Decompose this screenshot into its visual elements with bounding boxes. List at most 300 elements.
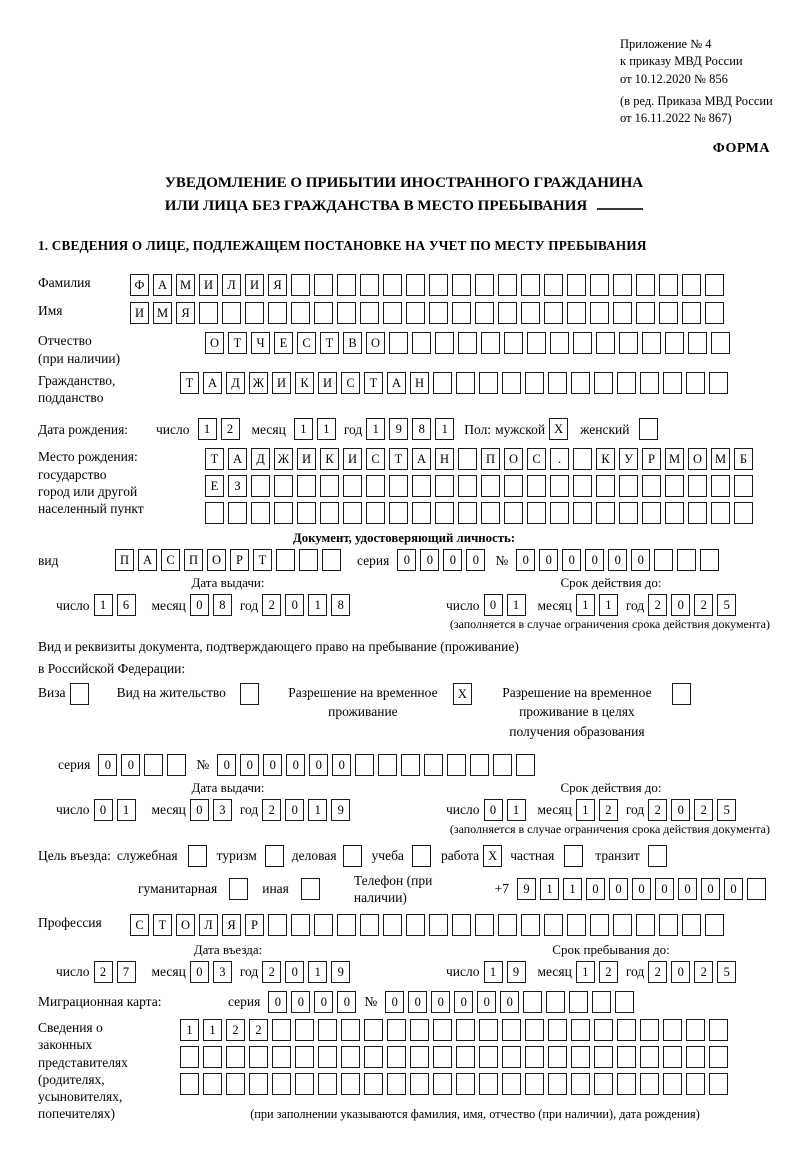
form-cell[interactable]: 2 [262,961,281,983]
birth-day-cells[interactable] [198,418,244,440]
form-cell[interactable]: М [665,448,684,470]
form-cell[interactable] [573,448,592,470]
form-cell[interactable]: 0 [516,549,535,571]
form-cell[interactable] [548,1073,567,1095]
entry-day-cells[interactable] [94,961,140,983]
form-cell[interactable] [458,502,477,524]
form-cell[interactable] [412,332,431,354]
citizenship-cells[interactable] [180,372,732,394]
form-cell[interactable] [249,1046,268,1068]
form-cell[interactable]: 0 [286,754,305,776]
doc-number-cells[interactable] [516,549,723,571]
form-cell[interactable] [596,502,615,524]
form-cell[interactable]: 1 [507,594,526,616]
form-cell[interactable]: 0 [484,799,503,821]
form-cell[interactable]: О [207,549,226,571]
form-cell[interactable] [318,1046,337,1068]
form-cell[interactable] [569,991,588,1013]
form-cell[interactable]: А [138,549,157,571]
form-cell[interactable] [299,549,318,571]
form-cell[interactable] [711,332,730,354]
form-cell[interactable]: С [297,332,316,354]
sex-male-checkbox[interactable]: X [549,418,568,440]
residence-valid-year-cells[interactable] [648,799,740,821]
form-cell[interactable]: . [550,448,569,470]
form-cell[interactable]: 9 [517,878,536,900]
form-cell[interactable]: А [153,274,172,296]
form-cell[interactable] [383,302,402,324]
form-cell[interactable]: 0 [397,549,416,571]
form-cell[interactable] [709,1019,728,1041]
form-cell[interactable] [470,754,489,776]
form-cell[interactable] [383,914,402,936]
form-cell[interactable] [594,1073,613,1095]
form-cell[interactable] [709,1046,728,1068]
form-cell[interactable] [337,302,356,324]
form-cell[interactable] [617,1073,636,1095]
form-cell[interactable]: И [343,448,362,470]
form-cell[interactable]: Р [245,914,264,936]
form-cell[interactable] [642,502,661,524]
stay-month-cells[interactable] [576,961,622,983]
form-cell[interactable]: П [184,549,203,571]
form-cell[interactable]: 0 [466,549,485,571]
form-cell[interactable]: 1 [308,799,327,821]
form-cell[interactable]: Т [205,448,224,470]
birth-place-cells-row2[interactable] [205,475,757,497]
form-cell[interactable] [274,475,293,497]
form-cell[interactable] [654,549,673,571]
form-cell[interactable] [596,332,615,354]
form-cell[interactable]: 0 [678,878,697,900]
form-cell[interactable]: 0 [190,961,209,983]
form-cell[interactable] [573,332,592,354]
form-cell[interactable]: 1 [180,1019,199,1041]
form-cell[interactable] [688,332,707,354]
form-cell[interactable]: Б [734,448,753,470]
form-cell[interactable] [314,302,333,324]
form-cell[interactable]: А [387,372,406,394]
migration-number-cells[interactable] [385,991,638,1013]
form-cell[interactable] [659,274,678,296]
form-cell[interactable] [412,502,431,524]
form-cell[interactable] [343,475,362,497]
form-cell[interactable]: Е [274,332,293,354]
form-cell[interactable] [435,332,454,354]
form-cell[interactable] [479,1073,498,1095]
form-cell[interactable]: 2 [694,594,713,616]
form-cell[interactable]: У [619,448,638,470]
form-cell[interactable] [479,372,498,394]
form-cell[interactable] [295,1073,314,1095]
form-cell[interactable]: 0 [454,991,473,1013]
purpose-other-checkbox[interactable] [301,878,320,900]
patronymic-cells[interactable] [205,332,734,354]
form-cell[interactable] [320,475,339,497]
form-cell[interactable] [663,1046,682,1068]
form-cell[interactable]: Т [253,549,272,571]
form-cell[interactable]: 1 [435,418,454,440]
form-cell[interactable] [406,914,425,936]
form-cell[interactable]: Д [226,372,245,394]
form-cell[interactable] [613,302,632,324]
form-cell[interactable] [550,502,569,524]
form-cell[interactable]: Т [180,372,199,394]
form-cell[interactable]: 3 [213,961,232,983]
form-cell[interactable] [433,1019,452,1041]
form-cell[interactable]: 0 [701,878,720,900]
form-cell[interactable]: О [205,332,224,354]
form-cell[interactable] [203,1073,222,1095]
form-cell[interactable] [573,475,592,497]
form-cell[interactable] [677,549,696,571]
form-cell[interactable] [387,1073,406,1095]
residence-permit-checkbox[interactable] [240,683,259,705]
form-cell[interactable]: С [130,914,149,936]
doc-type-cells[interactable] [115,549,345,571]
form-cell[interactable] [617,1046,636,1068]
form-cell[interactable] [527,475,546,497]
form-cell[interactable] [452,914,471,936]
form-cell[interactable] [567,302,586,324]
form-cell[interactable] [504,502,523,524]
form-cell[interactable] [291,302,310,324]
form-cell[interactable] [504,475,523,497]
form-cell[interactable]: Л [222,274,241,296]
form-cell[interactable] [659,302,678,324]
form-cell[interactable] [663,372,682,394]
form-cell[interactable]: 0 [671,594,690,616]
form-cell[interactable]: 0 [263,754,282,776]
form-cell[interactable] [245,302,264,324]
form-cell[interactable] [527,502,546,524]
residence-valid-day-cells[interactable] [484,799,530,821]
form-cell[interactable]: 1 [94,594,113,616]
form-cell[interactable]: 1 [599,594,618,616]
form-cell[interactable] [686,1046,705,1068]
form-cell[interactable]: И [297,448,316,470]
form-cell[interactable] [613,914,632,936]
form-cell[interactable]: И [245,274,264,296]
form-cell[interactable]: Ф [130,274,149,296]
form-cell[interactable]: Ж [274,448,293,470]
form-cell[interactable]: 2 [694,799,713,821]
form-cell[interactable]: 0 [671,961,690,983]
form-cell[interactable] [521,302,540,324]
form-cell[interactable] [389,332,408,354]
form-cell[interactable]: М [153,302,172,324]
form-cell[interactable] [544,914,563,936]
form-cell[interactable]: 1 [540,878,559,900]
form-cell[interactable]: И [272,372,291,394]
form-cell[interactable]: 1 [203,1019,222,1041]
form-cell[interactable] [642,332,661,354]
form-cell[interactable]: Я [176,302,195,324]
form-cell[interactable]: Е [205,475,224,497]
form-cell[interactable]: И [318,372,337,394]
form-cell[interactable]: 0 [431,991,450,1013]
form-cell[interactable] [337,914,356,936]
form-cell[interactable] [502,1019,521,1041]
form-cell[interactable]: 1 [576,799,595,821]
form-cell[interactable]: 0 [285,961,304,983]
form-cell[interactable]: 0 [309,754,328,776]
form-cell[interactable] [705,274,724,296]
form-cell[interactable] [475,914,494,936]
form-cell[interactable] [481,475,500,497]
form-cell[interactable]: 2 [94,961,113,983]
form-cell[interactable] [711,475,730,497]
form-cell[interactable] [521,914,540,936]
form-cell[interactable] [525,372,544,394]
form-cell[interactable] [272,1046,291,1068]
form-cell[interactable] [567,274,586,296]
form-cell[interactable]: 1 [366,418,385,440]
form-cell[interactable] [682,914,701,936]
form-cell[interactable] [167,754,186,776]
form-cell[interactable] [659,914,678,936]
form-cell[interactable] [364,1073,383,1095]
form-cell[interactable] [320,502,339,524]
form-cell[interactable] [594,1046,613,1068]
form-cell[interactable] [337,274,356,296]
form-cell[interactable] [475,302,494,324]
residence-number-cells[interactable] [217,754,539,776]
form-cell[interactable] [433,1073,452,1095]
form-cell[interactable]: 0 [724,878,743,900]
form-cell[interactable] [456,1073,475,1095]
form-cell[interactable]: А [203,372,222,394]
form-cell[interactable]: 0 [539,549,558,571]
form-cell[interactable]: Н [410,372,429,394]
form-cell[interactable] [700,549,719,571]
form-cell[interactable] [366,475,385,497]
form-cell[interactable] [594,1019,613,1041]
form-cell[interactable]: 5 [717,594,736,616]
form-cell[interactable] [590,274,609,296]
form-cell[interactable]: 0 [585,549,604,571]
form-cell[interactable] [222,302,241,324]
form-cell[interactable] [640,1046,659,1068]
form-cell[interactable] [433,1046,452,1068]
purpose-study-checkbox[interactable] [412,845,431,867]
identity-issue-month-cells[interactable] [190,594,236,616]
form-cell[interactable] [617,1019,636,1041]
form-cell[interactable]: 2 [599,961,618,983]
form-cell[interactable] [249,1073,268,1095]
form-cell[interactable] [550,332,569,354]
form-cell[interactable] [619,332,638,354]
form-cell[interactable]: 2 [221,418,240,440]
form-cell[interactable] [544,302,563,324]
form-cell[interactable] [734,502,753,524]
form-cell[interactable]: Т [389,448,408,470]
form-cell[interactable] [387,1019,406,1041]
form-cell[interactable]: 0 [477,991,496,1013]
form-cell[interactable] [205,502,224,524]
form-cell[interactable]: 5 [717,799,736,821]
visa-checkbox[interactable] [70,683,89,705]
form-cell[interactable]: 9 [389,418,408,440]
form-cell[interactable] [642,475,661,497]
form-cell[interactable] [318,1019,337,1041]
form-cell[interactable] [688,475,707,497]
form-cell[interactable]: 8 [213,594,232,616]
form-cell[interactable]: М [711,448,730,470]
form-cell[interactable]: 0 [98,754,117,776]
form-cell[interactable]: 0 [632,878,651,900]
form-cell[interactable] [682,302,701,324]
form-cell[interactable] [268,302,287,324]
form-cell[interactable]: Я [268,274,287,296]
residence-issue-year-cells[interactable] [262,799,354,821]
form-cell[interactable]: О [688,448,707,470]
form-cell[interactable]: О [504,448,523,470]
form-cell[interactable] [573,502,592,524]
purpose-transit-checkbox[interactable] [648,845,667,867]
form-cell[interactable]: 0 [332,754,351,776]
form-cell[interactable] [452,274,471,296]
form-cell[interactable]: 0 [217,754,236,776]
form-cell[interactable] [686,1019,705,1041]
form-cell[interactable] [493,754,512,776]
form-cell[interactable] [435,475,454,497]
form-cell[interactable] [406,274,425,296]
form-cell[interactable] [274,502,293,524]
form-cell[interactable]: 1 [576,594,595,616]
form-cell[interactable] [366,502,385,524]
form-cell[interactable] [613,274,632,296]
form-cell[interactable]: О [366,332,385,354]
form-cell[interactable]: 9 [331,961,350,983]
form-cell[interactable]: 0 [608,549,627,571]
form-cell[interactable]: 1 [198,418,217,440]
birth-place-cells-row3[interactable] [205,502,757,524]
form-cell[interactable]: 0 [94,799,113,821]
form-cell[interactable] [663,1019,682,1041]
form-cell[interactable] [686,372,705,394]
form-cell[interactable]: 1 [308,594,327,616]
form-cell[interactable]: 2 [226,1019,245,1041]
form-cell[interactable]: А [412,448,431,470]
form-cell[interactable]: 0 [337,991,356,1013]
form-cell[interactable] [548,1046,567,1068]
form-cell[interactable] [596,475,615,497]
form-cell[interactable] [401,754,420,776]
form-cell[interactable] [410,1046,429,1068]
purpose-humanitarian-checkbox[interactable] [229,878,248,900]
form-cell[interactable] [665,502,684,524]
form-cell[interactable] [640,1073,659,1095]
form-cell[interactable] [295,1019,314,1041]
form-cell[interactable] [640,372,659,394]
identity-valid-year-cells[interactable] [648,594,740,616]
firstname-cells[interactable] [130,302,728,324]
representatives-cells-row2[interactable] [180,1046,732,1068]
form-cell[interactable] [711,502,730,524]
form-cell[interactable] [516,754,535,776]
form-cell[interactable]: К [295,372,314,394]
form-cell[interactable] [747,878,766,900]
temp-residence-education-checkbox[interactable] [672,683,691,705]
form-cell[interactable] [571,1019,590,1041]
stay-year-cells[interactable] [648,961,740,983]
form-cell[interactable] [291,274,310,296]
form-cell[interactable] [502,1046,521,1068]
form-cell[interactable] [360,274,379,296]
form-cell[interactable] [498,914,517,936]
form-cell[interactable] [456,1019,475,1041]
form-cell[interactable] [251,475,270,497]
form-cell[interactable] [682,274,701,296]
form-cell[interactable]: 0 [190,594,209,616]
form-cell[interactable]: С [527,448,546,470]
form-cell[interactable] [498,302,517,324]
form-cell[interactable]: Т [228,332,247,354]
form-cell[interactable] [226,1046,245,1068]
form-cell[interactable]: С [161,549,180,571]
form-cell[interactable]: П [481,448,500,470]
form-cell[interactable]: 1 [484,961,503,983]
form-cell[interactable] [341,1019,360,1041]
residence-series-cells[interactable] [98,754,190,776]
form-cell[interactable]: С [366,448,385,470]
form-cell[interactable]: 9 [507,961,526,983]
form-cell[interactable] [688,502,707,524]
form-cell[interactable] [297,502,316,524]
form-cell[interactable] [429,302,448,324]
form-cell[interactable] [481,332,500,354]
form-cell[interactable]: 0 [285,594,304,616]
residence-valid-month-cells[interactable] [576,799,622,821]
form-cell[interactable]: 1 [576,961,595,983]
form-cell[interactable]: З [228,475,247,497]
form-cell[interactable] [447,754,466,776]
residence-issue-day-cells[interactable] [94,799,140,821]
form-cell[interactable]: 0 [240,754,259,776]
form-cell[interactable] [502,1073,521,1095]
form-cell[interactable] [360,914,379,936]
form-cell[interactable]: 1 [507,799,526,821]
form-cell[interactable] [456,372,475,394]
form-cell[interactable]: 7 [117,961,136,983]
birth-place-cells-row1[interactable] [205,448,757,470]
surname-cells[interactable] [130,274,728,296]
purpose-work-checkbox[interactable]: X [483,845,502,867]
form-cell[interactable] [571,372,590,394]
form-cell[interactable] [590,914,609,936]
profession-cells[interactable] [130,914,728,936]
form-cell[interactable] [525,1046,544,1068]
form-cell[interactable] [433,372,452,394]
form-cell[interactable]: М [176,274,195,296]
form-cell[interactable]: 2 [694,961,713,983]
form-cell[interactable] [546,991,565,1013]
form-cell[interactable]: Л [199,914,218,936]
form-cell[interactable] [636,914,655,936]
purpose-official-checkbox[interactable] [188,845,207,867]
form-cell[interactable] [544,274,563,296]
form-cell[interactable]: 0 [484,594,503,616]
form-cell[interactable] [322,549,341,571]
phone-cells[interactable] [517,878,770,900]
form-cell[interactable] [364,1046,383,1068]
form-cell[interactable] [378,754,397,776]
form-cell[interactable] [705,914,724,936]
form-cell[interactable] [458,332,477,354]
form-cell[interactable] [435,502,454,524]
entry-year-cells[interactable] [262,961,354,983]
